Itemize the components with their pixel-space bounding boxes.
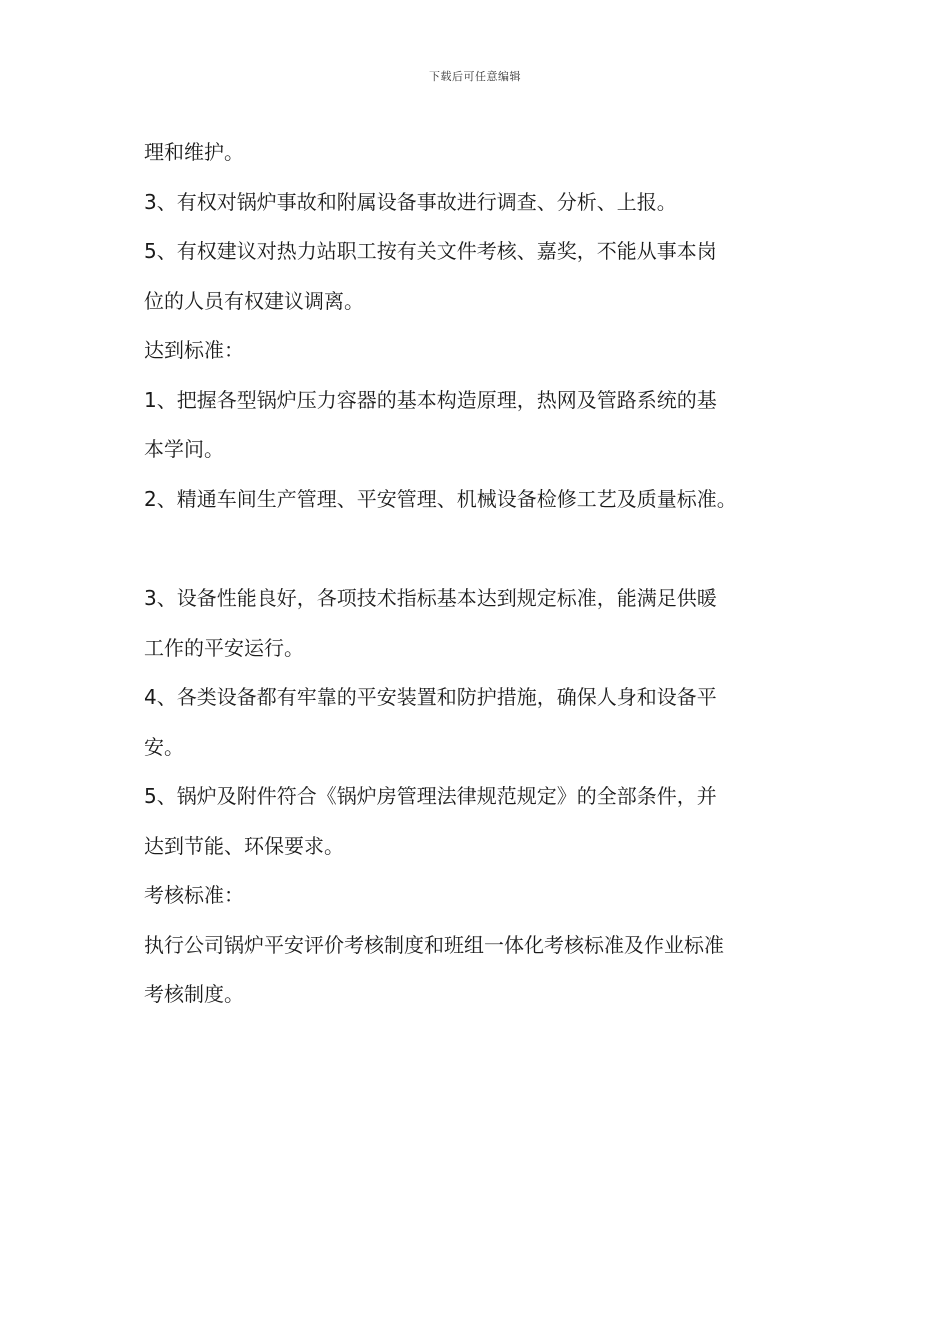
text-line: 工作的平安运行。 bbox=[144, 635, 304, 660]
document-body bbox=[144, 134, 834, 1026]
text-line: 5、有权建议对热力站职工按有关文件考核、嘉奖，不能从事本岗 bbox=[144, 239, 717, 263]
text-line: 考核制度。 bbox=[144, 982, 244, 1006]
paragraph-gap bbox=[144, 530, 834, 580]
text-line: 3、设备性能良好，各项技术指标基本达到规定标准，能满足供暖 bbox=[144, 586, 717, 610]
text-line: 3、有权对锅炉事故和附属设备事故进行调查、分析、上报。 bbox=[144, 189, 677, 214]
text-line: 本学问。 bbox=[144, 437, 224, 461]
text-line: 执行公司锅炉平安评价考核制度和班组一体化考核标准及作业标准 bbox=[144, 932, 724, 957]
text-line: 达到节能、环保要求。 bbox=[144, 833, 344, 858]
text-line: 理和维护。 bbox=[144, 140, 244, 164]
section-heading: 达到标准： bbox=[144, 338, 244, 362]
page-header: 下载后可任意编辑 bbox=[429, 70, 521, 83]
text-line: 2、精通车间生产管理、平安管理、机械设备检修工艺及质量标准。 bbox=[144, 486, 737, 511]
text-line: 5、锅炉及附件符合《锅炉房管理法律规范规定》的全部条件，并 bbox=[144, 784, 717, 808]
text-line: 1、把握各型锅炉压力容器的基本构造原理，热网及管路系统的基 bbox=[144, 387, 717, 412]
text-line: 4、各类设备都有牢靠的平安装置和防护措施，确保人身和设备平 bbox=[144, 685, 717, 709]
text-line: 位的人员有权建议调离。 bbox=[144, 288, 364, 313]
text-line: 安。 bbox=[144, 734, 184, 759]
section-heading: 考核标准： bbox=[144, 883, 244, 907]
